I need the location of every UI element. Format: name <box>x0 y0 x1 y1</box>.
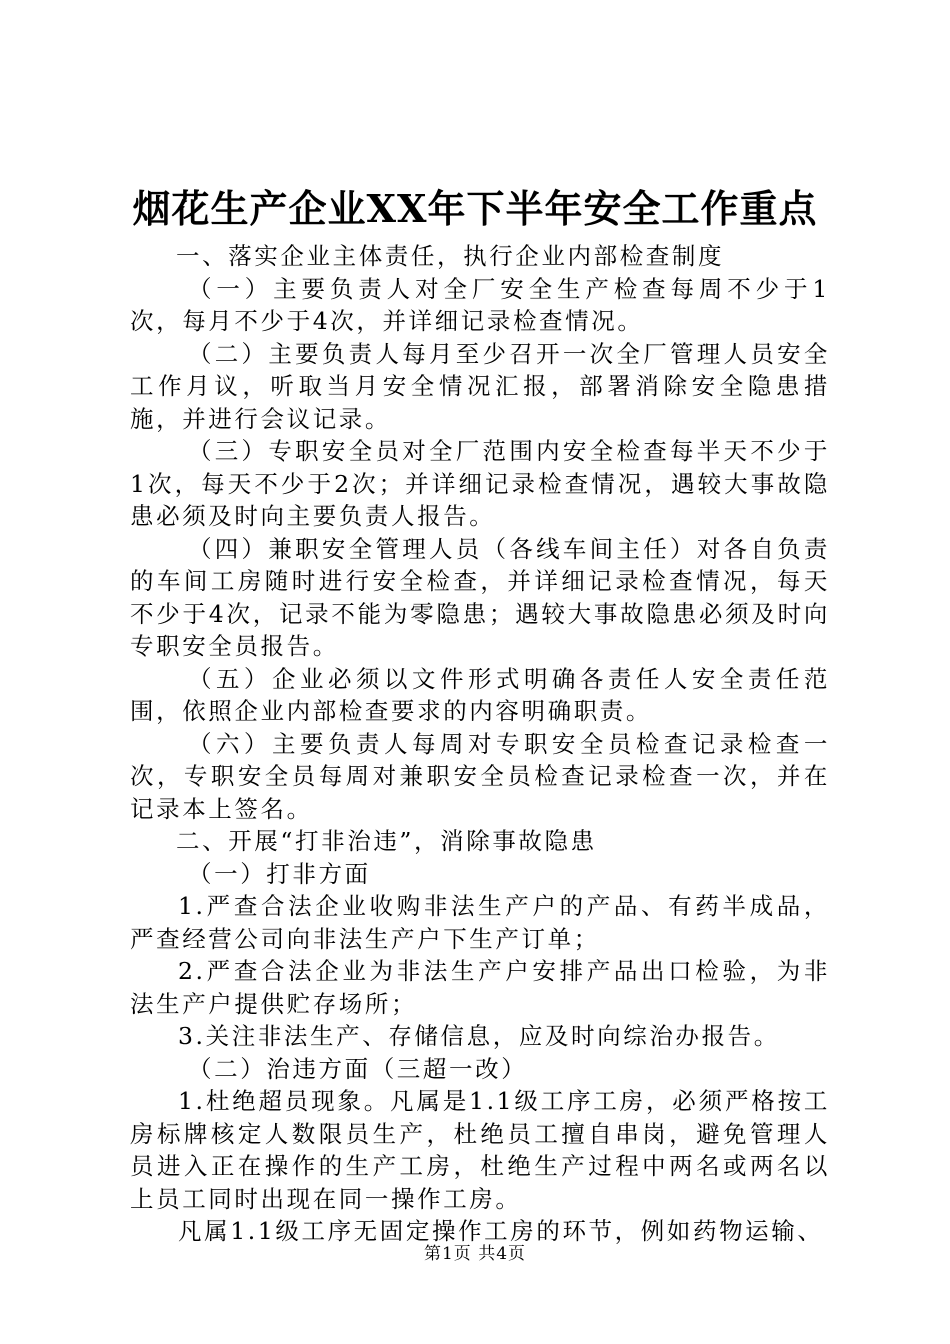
paragraph: 1.杜绝超员现象。凡属是1.1级工序工房，必须严格按工房标牌核定人数限员生产，杜绝员工擅自串岗，避免管理人员进入正在操作的生产工房，杜绝生产过程中两名或两名以上员工同时出现在同一操作工房。 <box>130 1087 830 1213</box>
paragraph: 凡属1.1级工序无固定操作工房的环节，例如药物运输、 <box>178 1217 824 1245</box>
paragraph: （一）主要负责人对全厂安全生产检查每周不少于1次，每月不少于4次，并详细记录检查情况。 <box>130 274 830 335</box>
paragraph: 3.关注非法生产、存储信息，应及时向综治办报告。 <box>178 1022 780 1050</box>
document-body <box>130 240 830 1248</box>
document-title: 烟花生产企业XX年下半年安全工作重点 <box>132 186 818 231</box>
paragraph: 2.严查合法企业为非法生产户安排产品出口检验，为非法生产户提供贮存场所； <box>130 957 830 1018</box>
paragraph: （五）企业必须以文件形式明确各责任人安全责任范围，依照企业内部检查要求的内容明确职责。 <box>130 664 830 725</box>
paragraph: （六）主要负责人每周对专职安全员检查记录检查一次，专职安全员每周对兼职安全员检查记录检查一次，并在记录本上签名。 <box>130 729 830 823</box>
section-heading: 一、落实企业主体责任，执行企业内部检查制度 <box>176 242 725 270</box>
page-footer: 第1页 共4页 <box>423 1244 527 1264</box>
paragraph: 1.严查合法企业收购非法生产户的产品、有药半成品，严查经营公司向非法生产户下生产订单； <box>130 892 830 953</box>
section-heading: 二、开展“打非治违”，消除事故隐患 <box>176 827 597 855</box>
subsection-heading: （二）治违方面（三超一改） <box>188 1054 528 1083</box>
paragraph: （三）专职安全员对全厂范围内安全检查每半天不少于1次，每天不少于2次；并详细记录检查情况，遇较大事故隐患必须及时向主要负责人报告。 <box>130 437 830 530</box>
paragraph: （四）兼职安全管理人员（各线车间主任）对各自负责的车间工房随时进行安全检查，并详细记录检查情况，每天不少于4次，记录不能为零隐患；遇较大事故隐患必须及时向专职安全员报告。 <box>130 534 830 660</box>
paragraph: （二）主要负责人每月至少召开一次全厂管理人员安全工作月议，听取当月安全情况汇报，部署消除安全隐患措施，并进行会议记录。 <box>130 339 830 433</box>
subsection-heading: （一）打非方面 <box>188 859 371 888</box>
